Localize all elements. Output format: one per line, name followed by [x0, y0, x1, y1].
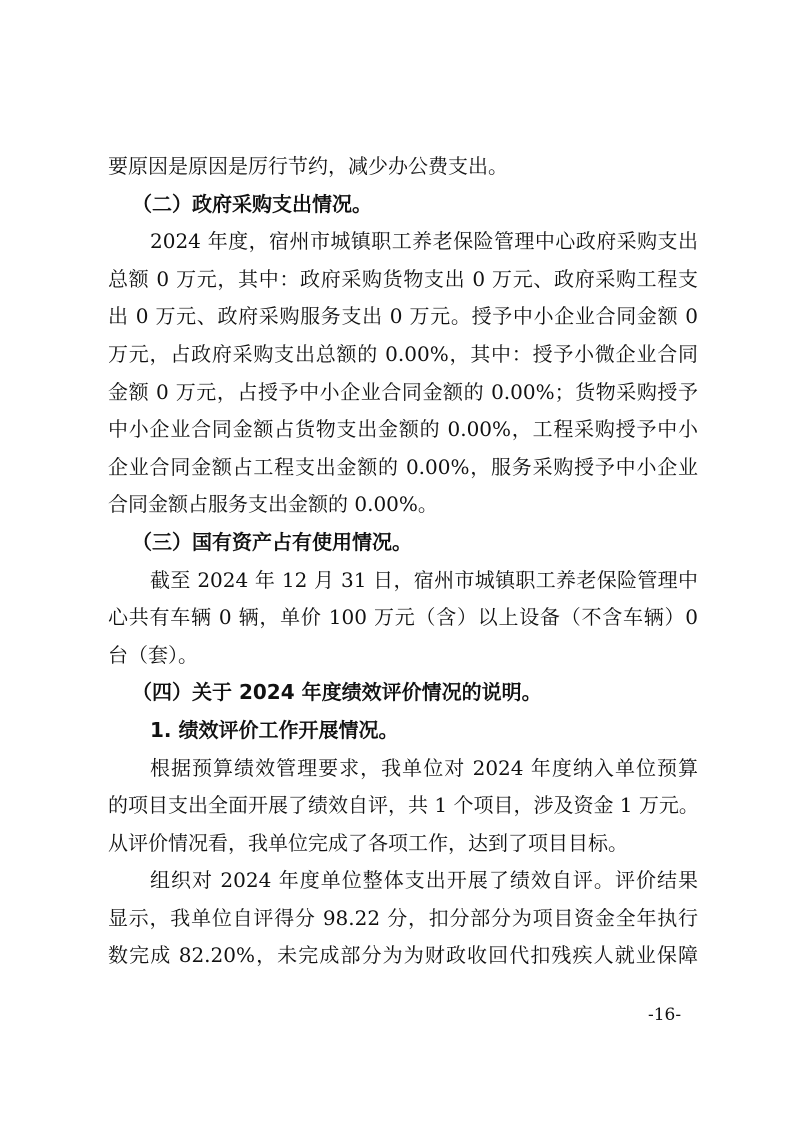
paragraph-line: 万元，占政府采购支出总额的 0.00%，其中：授予小微企业合同	[108, 341, 698, 366]
paragraph-line: 出 0 万元、政府采购服务支出 0 万元。授予中小企业合同金额 0	[108, 304, 698, 329]
paragraph-line: 心共有车辆 0 辆，单价 100 万元（含）以上设备（不含车辆）0	[108, 605, 698, 630]
paragraph-line: 截至 2024 年 12 月 31 日，宿州市城镇职工养老保险管理中	[150, 567, 698, 592]
subsection-heading: 1. 绩效评价工作开展情况。	[150, 717, 399, 742]
paragraph-line: 企业合同金额占工程支出金额的 0.00%，服务采购授予中小企业	[108, 454, 698, 479]
document-body	[108, 148, 698, 975]
paragraph-line: 从评价情况看，我单位完成了各项工作，达到了项目目标。	[108, 830, 628, 855]
paragraph-line: 组织对 2024 年度单位整体支出开展了绩效自评。评价结果	[150, 868, 698, 893]
paragraph-line: 根据预算绩效管理要求，我单位对 2024 年度纳入单位预算	[150, 755, 698, 780]
paragraph-line: 的项目支出全面开展了绩效自评，共 1 个项目，涉及资金 1 万元。	[108, 793, 699, 818]
paragraph-line: 2024 年度，宿州市城镇职工养老保险管理中心政府采购支出	[150, 229, 698, 254]
paragraph-line: 合同金额占服务支出金额的 0.00%。	[108, 492, 438, 517]
paragraph-line: 金额 0 万元，占授予中小企业合同金额的 0.00%；货物采购授予	[108, 379, 698, 404]
paragraph-line: 数完成 82.20%，未完成部分为为财政收回代扣残疾人就业保障	[108, 943, 698, 968]
page-number: -16-	[648, 1005, 682, 1025]
paragraph-line: 台（套）。	[108, 642, 198, 667]
section-heading: （二）政府采购支出情况。	[132, 191, 372, 216]
section-heading: （三）国有资产占有使用情况。	[132, 529, 412, 554]
paragraph-line: 显示，我单位自评得分 98.22 分，扣分部分为项目资金全年执行	[108, 905, 698, 930]
paragraph-line: 中小企业合同金额占货物支出金额的 0.00%，工程采购授予中小	[108, 417, 698, 442]
paragraph-line: 总额 0 万元，其中：政府采购货物支出 0 万元、政府采购工程支	[108, 266, 698, 291]
section-heading: （四）关于 2024 年度绩效评价情况的说明。	[132, 680, 542, 705]
paragraph-line: 要原因是原因是厉行节约，减少办公费支出。	[108, 154, 508, 178]
